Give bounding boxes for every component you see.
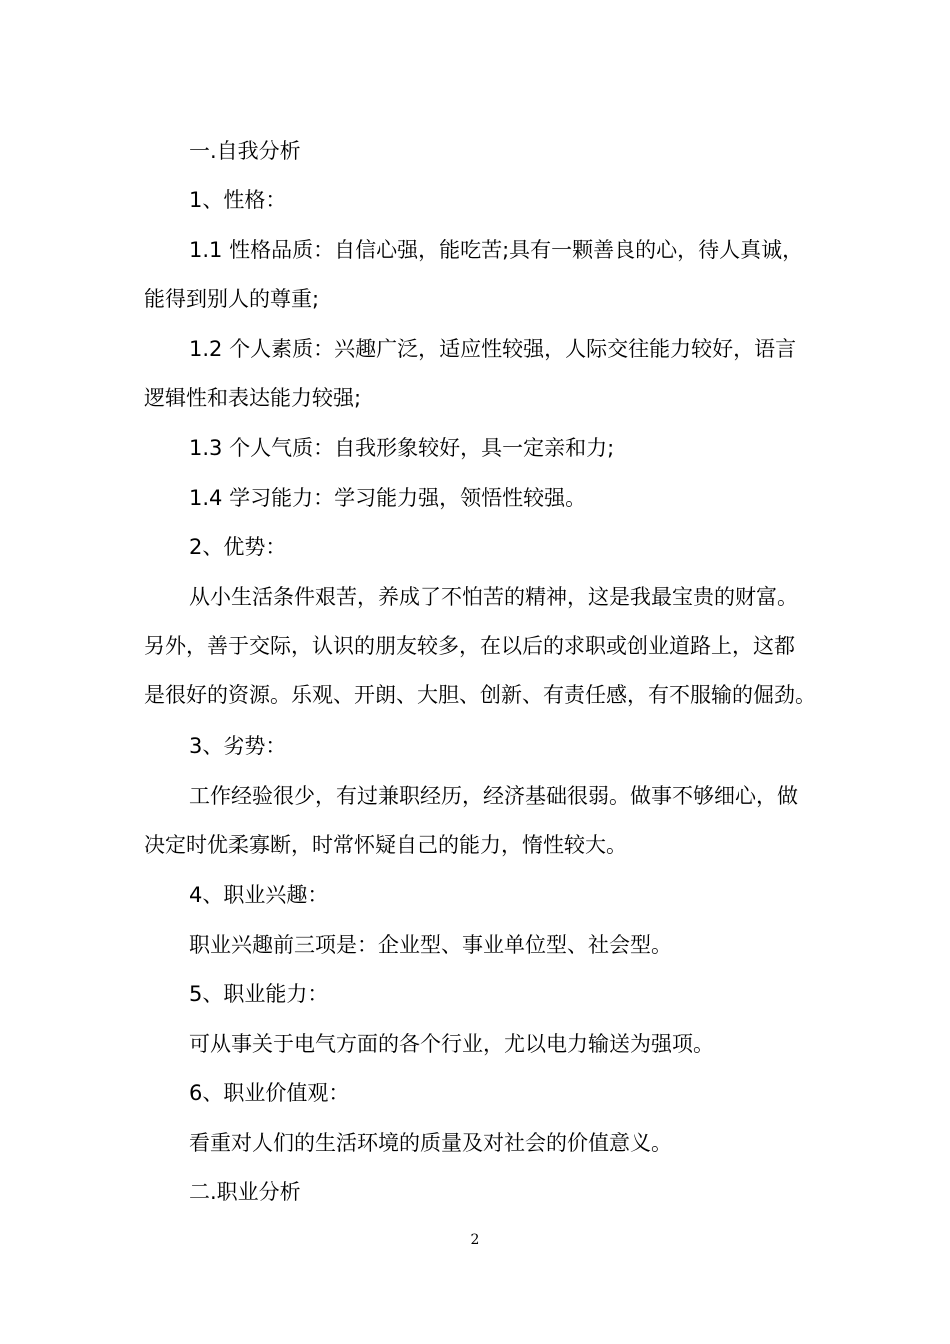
text-line: 1.4 学习能力：学习能力强，领悟性较强。 — [189, 486, 587, 510]
section-heading-career-analysis — [144, 1168, 814, 1217]
paragraph-weaknesses — [144, 772, 814, 870]
heading-weaknesses — [144, 722, 814, 771]
text-line: 6、职业价值观： — [189, 1081, 350, 1105]
text-line: 工作经验很少，有过兼职经历，经济基础很弱。做事不够细心，做 — [189, 784, 798, 808]
text-line: 职业兴趣前三项是：企业型、事业单位型、社会型。 — [189, 933, 672, 957]
text-line: 二.职业分析 — [189, 1180, 301, 1204]
text-line: 3、劣势： — [189, 734, 287, 758]
paragraph-strengths — [144, 573, 814, 720]
text-line: 从小生活条件艰苦，养成了不怕苦的精神，这是我最宝贵的财富。 — [189, 585, 798, 609]
text-line: 决定时优柔寡断，时常怀疑自己的能力，惰性较大。 — [144, 833, 627, 857]
text-line: 1、性格： — [189, 188, 287, 212]
heading-personality — [144, 176, 814, 225]
page-number: 2 — [470, 1232, 480, 1248]
text-line: 另外，善于交际，认识的朋友较多，在以后的求职或创业道路上，这都 — [144, 634, 795, 658]
text-line: 看重对人们的生活环境的质量及对社会的价值意义。 — [189, 1131, 672, 1155]
heading-career-interest — [144, 871, 814, 920]
paragraph-temperament — [144, 424, 814, 473]
text-line: 1.1 性格品质：自信心强，能吃苦;具有一颗善良的心，待人真诚， — [189, 238, 804, 262]
text-line: 1.3 个人气质：自我形象较好，具一定亲和力; — [189, 436, 615, 460]
text-line: 2、优势： — [189, 535, 287, 559]
paragraph-personal-quality — [144, 325, 814, 423]
heading-career-values — [144, 1069, 814, 1118]
text-line: 5、职业能力： — [189, 982, 329, 1006]
section-heading-self-analysis — [144, 127, 814, 176]
paragraph-learning-ability — [144, 474, 814, 523]
paragraph-career-ability — [144, 1020, 814, 1069]
text-line: 逻辑性和表达能力较强; — [144, 386, 362, 410]
paragraph-character-quality — [144, 226, 814, 324]
text-line: 能得到别人的尊重; — [144, 287, 320, 311]
text-line: 可从事关于电气方面的各个行业，尤以电力输送为强项。 — [189, 1032, 714, 1056]
text-line: 一.自我分析 — [189, 139, 301, 163]
text-line: 1.2 个人素质：兴趣广泛，适应性较强，人际交往能力较好，语言 — [189, 337, 797, 361]
heading-career-ability — [144, 970, 814, 1019]
paragraph-career-interest — [144, 921, 814, 970]
text-line: 4、职业兴趣： — [189, 883, 329, 907]
heading-strengths — [144, 523, 814, 572]
text-line: 是很好的资源。乐观、开朗、大胆、创新、有责任感，有不服输的倔劲。 — [144, 683, 816, 707]
paragraph-career-values — [144, 1119, 814, 1168]
